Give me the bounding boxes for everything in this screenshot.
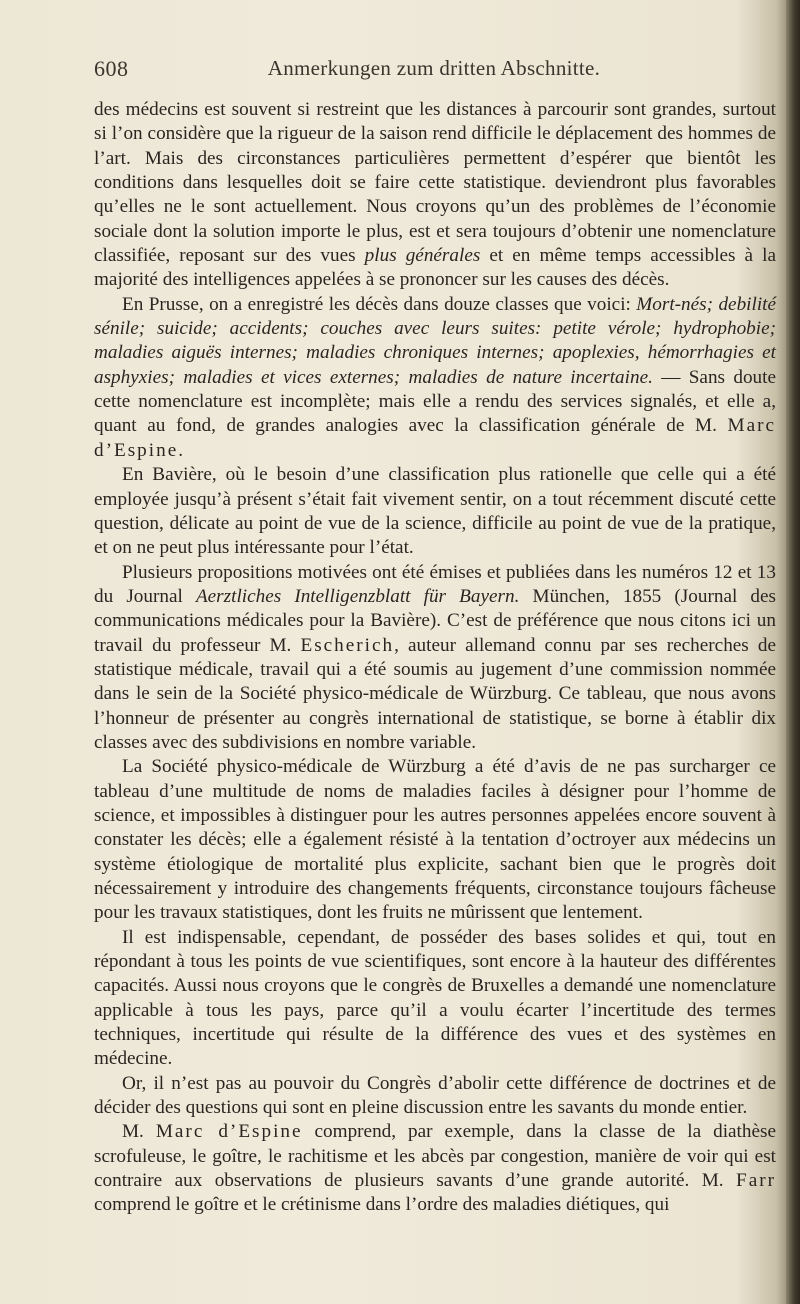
body-text [94, 98, 776, 1218]
text-run: En Bavière, où le besoin d’une classification plus rationelle que celle qui a été employée jusqu’à présent s’était fait vivement sentir, on a tout récemment discuté cette question, délicate au point de vue de la science, difficile au point de vue de la pratique, et on ne peut plus intéressante pour l’état. [94, 464, 776, 559]
text-run: M. [122, 1121, 156, 1143]
paragraph [94, 463, 776, 560]
page-number: 608 [94, 56, 129, 81]
spaced-name: Farr [736, 1170, 776, 1192]
italic-text: plus générales [364, 245, 481, 267]
text-run: — Sans doute cette nomenclature est incomplète; mais elle a rendu des services signalés, et elle a, quant au fond, de grandes analogies avec la classification générale de M. [94, 366, 776, 437]
text-run: . [178, 439, 184, 461]
paragraph [94, 1072, 776, 1121]
paragraph [94, 1120, 776, 1217]
italic-text: Mort-nés; debilité sénile; suicide; accidents; couches avec leurs suites: petite vérole; hydrophobie; maladies aiguës internes; maladies chroniques internes; apoplexies, hémorrhagies et asphyxies; maladies et vices externes; maladies de nature incertaine. [94, 293, 776, 388]
text-run: , auteur allemand connu par ses recherches de statistique médicale, travail qui a été soumis au jugement d’une commission nommée dans le sein de la Société physico-médicale de Würzburg. Ce tableau, que nous avons l’honneur de présenter au congrès international de statistique, se borne à établir dix classes avec des subdivisions en nombre variable. [94, 634, 776, 753]
page-edge-shadow [786, 0, 800, 1304]
page-header [94, 52, 774, 84]
paragraph [94, 926, 776, 1072]
paragraph [94, 293, 776, 463]
paragraph [94, 561, 776, 756]
text-run: En Prusse, on a enregistré les décès dans douze classes que voici: [122, 293, 637, 315]
text-run: Plusieurs propositions motivées ont été émises et publiées dans les numéros 12 et 13 du Journal [94, 561, 776, 607]
text-run: München, 1855 (Journal des communications médicales pour la Bavière). C’est de préférence que nous citons ici un travail du professeur M. [94, 585, 776, 656]
text-run: des médecins est souvent si restreint que les distances à parcourir sont grandes, surtout si l’on considère que la rigueur de la saison rend difficile le déplacement des hommes de l’art. Mais des circonstances particulières permettent d’espérer que bientôt les conditions dans lesquelles doit se faire cette statistique. deviendront plus favorables qu’elles ne le sont actuellement. Nous croyons qu’un des problèmes de l’économie sociale dont la solution importe le plus, est et sera toujours d’obtenir une nomenclature classifiée, reposant sur des vues [94, 99, 776, 267]
text-run: La Société physico-médicale de Würzburg a été d’avis de ne pas surcharger ce tableau d’une multitude de noms de maladies faciles à désigner pour l’homme de science, et impossibles à distinguer pour les autres personnes appelées encore souvent à constater les décès; elle a également résisté à la tentation d’octroyer aux médecins un système étiologique de mortalité plus explicite, sachant bien que le progrès doit nécessairement y introduire des changements fréquents, circonstance toujours fâcheuse pour les travaux statistiques, dont les fruits ne mûrissent que lentement. [94, 756, 776, 924]
paragraph [94, 98, 776, 293]
spaced-name: Escherich [300, 634, 395, 656]
paragraph [94, 755, 776, 925]
spaced-name: Marc d’Espine [94, 415, 776, 461]
spaced-name: Marc d’Espine [155, 1121, 303, 1143]
text-run: Or, il n’est pas au pouvoir du Congrès d’abolir cette différence de doctrines et de décider des questions qui sont en pleine discussion entre les savants du monde entier. [94, 1072, 776, 1119]
text-run: Il est indispensable, cependant, de posséder des bases solides et qui, tout en répondant à tous les points de vue scientifiques, sont encore à la hauteur des différentes capacités. Aussi nous croyons que le congrès de Bruxelles a demandé une nomenclature applicable à tous les pays, parce qu’il a voulu écarter l’incertitude des termes techniques, incertitude qui résulte de la différence des vues et des systèmes en médecine. [94, 926, 776, 1070]
running-head: Anmerkungen zum dritten Abschnitte. [267, 56, 601, 80]
text-run: comprend le goître et le crétinisme dans l’ordre des maladies diétiques, qui [94, 1194, 670, 1216]
italic-text: Aerztliches Intelligenzblatt für Bayern. [195, 585, 520, 607]
text-run: et en même temps accessibles à la majorité des intelligences appelées à se prononcer sur les causes des décès. [94, 245, 776, 291]
text-run: comprend, par exemple, dans la classe de la diathèse scrofuleuse, le goître, le rachitisme et les abcès par congestion, manière de voir qui est contraire aux observations de plusieurs savants d’une grande autorité. M. [94, 1121, 776, 1192]
